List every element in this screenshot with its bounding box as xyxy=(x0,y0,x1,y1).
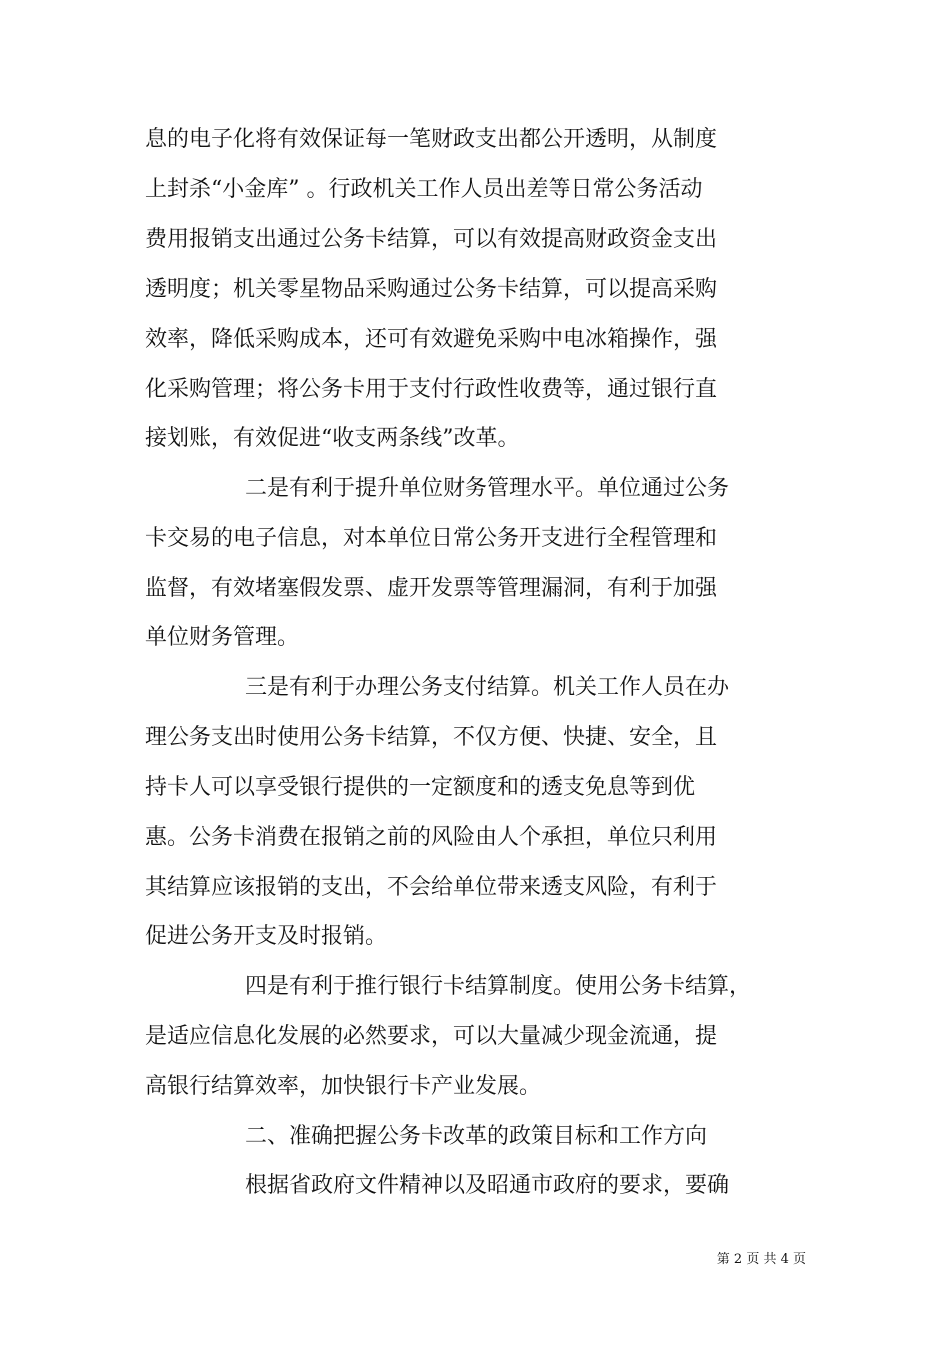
body-text-line: 上封杀“小金库” 。行政机关工作人员出差等日常公务活动 xyxy=(145,177,703,202)
body-text-line: 其结算应该报销的支出，不会给单位带来透支风险，有利于 xyxy=(145,875,718,900)
body-text-line: 是适应信息化发展的必然要求，可以大量减少现金流通，提 xyxy=(145,1024,718,1049)
body-text-line: 化采购管理；将公务卡用于支付行政性收费等，通过银行直 xyxy=(145,377,718,402)
body-text-line: 单位财务管理。 xyxy=(145,625,300,650)
paragraph-first-line: 三是有利于办理公务支付结算。机关工作人员在办 xyxy=(245,675,730,700)
body-text-line: 效率，降低采购成本，还可有效避免采购中电冰箱操作，强 xyxy=(145,327,718,352)
body-text-line: 促进公务开支及时报销。 xyxy=(145,924,388,949)
page-number: 第 2 页 共 4 页 xyxy=(716,1252,806,1267)
paragraph-first-line: 四是有利于推行银行卡结算制度。使用公务卡结算， xyxy=(245,974,752,999)
paragraph-first-line: 二是有利于提升单位财务管理水平。单位通过公务 xyxy=(245,476,730,501)
body-text-line: 理公务支出时使用公务卡结算，不仅方便、快捷、安全，且 xyxy=(145,725,718,750)
body-text-line: 监督，有效堵塞假发票、虚开发票等管理漏洞，有利于加强 xyxy=(145,576,718,601)
body-text-line: 卡交易的电子信息，对本单位日常公务开支进行全程管理和 xyxy=(145,526,718,551)
paragraph-first-line: 根据省政府文件精神以及昭通市政府的要求，要确 xyxy=(245,1173,730,1198)
body-text-line: 惠。公务卡消费在报销之前的风险由人个承担，单位只利用 xyxy=(145,825,718,850)
body-text-line: 高银行结算效率，加快银行卡产业发展。 xyxy=(145,1074,542,1099)
body-text-line: 持卡人可以享受银行提供的一定额度和的透支免息等到优 xyxy=(145,775,696,800)
body-text-line: 透明度；机关零星物品采购通过公务卡结算，可以提高采购 xyxy=(145,277,718,302)
body-text-line: 息的电子化将有效保证每一笔财政支出都公开透明，从制度 xyxy=(145,127,718,152)
section-heading: 二、准确把握公务卡改革的政策目标和工作方向 xyxy=(245,1124,708,1149)
body-text-line: 费用报销支出通过公务卡结算，可以有效提高财政资金支出 xyxy=(145,227,718,252)
body-text-line: 接划账，有效促进“收支两条线”改革。 xyxy=(145,426,520,451)
